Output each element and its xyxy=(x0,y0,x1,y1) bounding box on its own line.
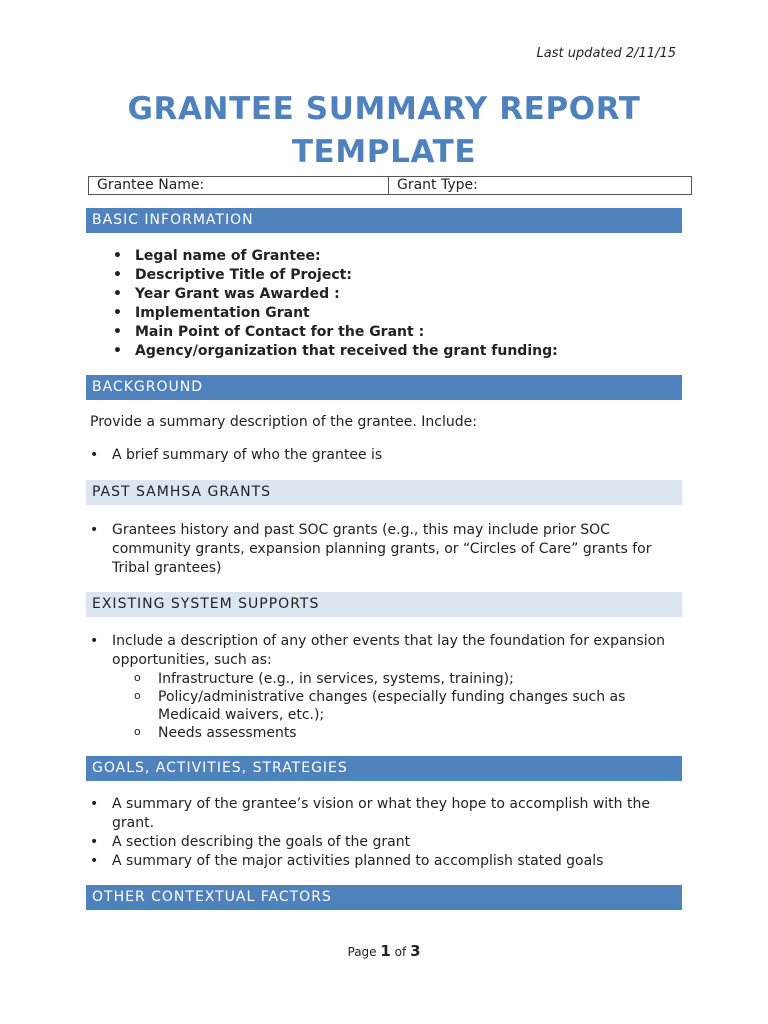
past-grants-list xyxy=(86,521,651,578)
list-item: • Implementation Grant xyxy=(111,304,558,323)
section-heading-basic-information: BASIC INFORMATION xyxy=(86,208,682,233)
sub-list-item: o Policy/administrative changes (especially funding changes such as Medicaid waivers, etc.); xyxy=(112,688,665,724)
list-item: • A summary of the grantee’s vision or what they hope to accomplish with the grant. xyxy=(86,795,650,833)
total-page-number: 3 xyxy=(410,942,421,960)
background-list xyxy=(86,446,382,465)
of-label: of xyxy=(394,945,407,959)
title-line-2: TEMPLATE xyxy=(291,134,477,170)
page-label: Page xyxy=(347,945,377,959)
section-heading-other-contextual-factors: OTHER CONTEXTUAL FACTORS xyxy=(86,885,682,910)
list-item: • Main Point of Contact for the Grant : xyxy=(111,323,558,342)
existing-supports-sublist xyxy=(112,670,665,742)
list-item: • A summary of the major activities planned to accomplish stated goals xyxy=(86,852,650,871)
section-heading-background: BACKGROUND xyxy=(86,375,682,400)
title-line-1: GRANTEE SUMMARY REPORT xyxy=(127,91,641,127)
list-item: • Legal name of Grantee: xyxy=(111,247,558,266)
list-item: • Descriptive Title of Project: xyxy=(111,266,558,285)
sub-list-item: o Needs assessments xyxy=(112,724,665,742)
section-heading-goals-activities-strategies: GOALS, ACTIVITIES, STRATEGIES xyxy=(86,756,682,781)
section-heading-existing-system-supports: EXISTING SYSTEM SUPPORTS xyxy=(86,592,682,617)
existing-supports-list xyxy=(86,632,665,742)
list-item: • A brief summary of who the grantee is xyxy=(86,446,382,465)
list-item: • Include a description of any other events that lay the foundation for expansion opportunities, such as: o Infrastructure (e.g., in services, systems, training); o Policy/administrative changes (especially funding changes such as Medicaid waivers, etc.); o Needs assessments xyxy=(86,632,665,742)
list-item: • Year Grant was Awarded : xyxy=(111,285,558,304)
grant-type-cell[interactable]: Grant Type: xyxy=(397,177,478,193)
sub-list-item: o Infrastructure (e.g., in services, systems, training); xyxy=(112,670,665,688)
page-footer xyxy=(0,942,768,960)
background-intro: Provide a summary description of the grantee. Include: xyxy=(90,414,477,430)
last-updated: Last updated 2/11/15 xyxy=(536,46,676,61)
basic-information-list xyxy=(111,247,558,361)
list-item: • Grantees history and past SOC grants (e.g., this may include prior SOC community grants, expansion planning grants, or “Circles of Care” grants for Tribal grantees) xyxy=(86,521,651,578)
grantee-info-table xyxy=(88,176,692,195)
goals-list xyxy=(86,795,650,871)
section-heading-past-samhsa-grants: PAST SAMHSA GRANTS xyxy=(86,480,682,505)
list-item: • A section describing the goals of the grant xyxy=(86,833,650,852)
page-title xyxy=(0,88,768,174)
list-item: • Agency/organization that received the grant funding: xyxy=(111,342,558,361)
current-page-number: 1 xyxy=(380,942,391,960)
grantee-name-cell[interactable]: Grantee Name: xyxy=(89,177,389,194)
